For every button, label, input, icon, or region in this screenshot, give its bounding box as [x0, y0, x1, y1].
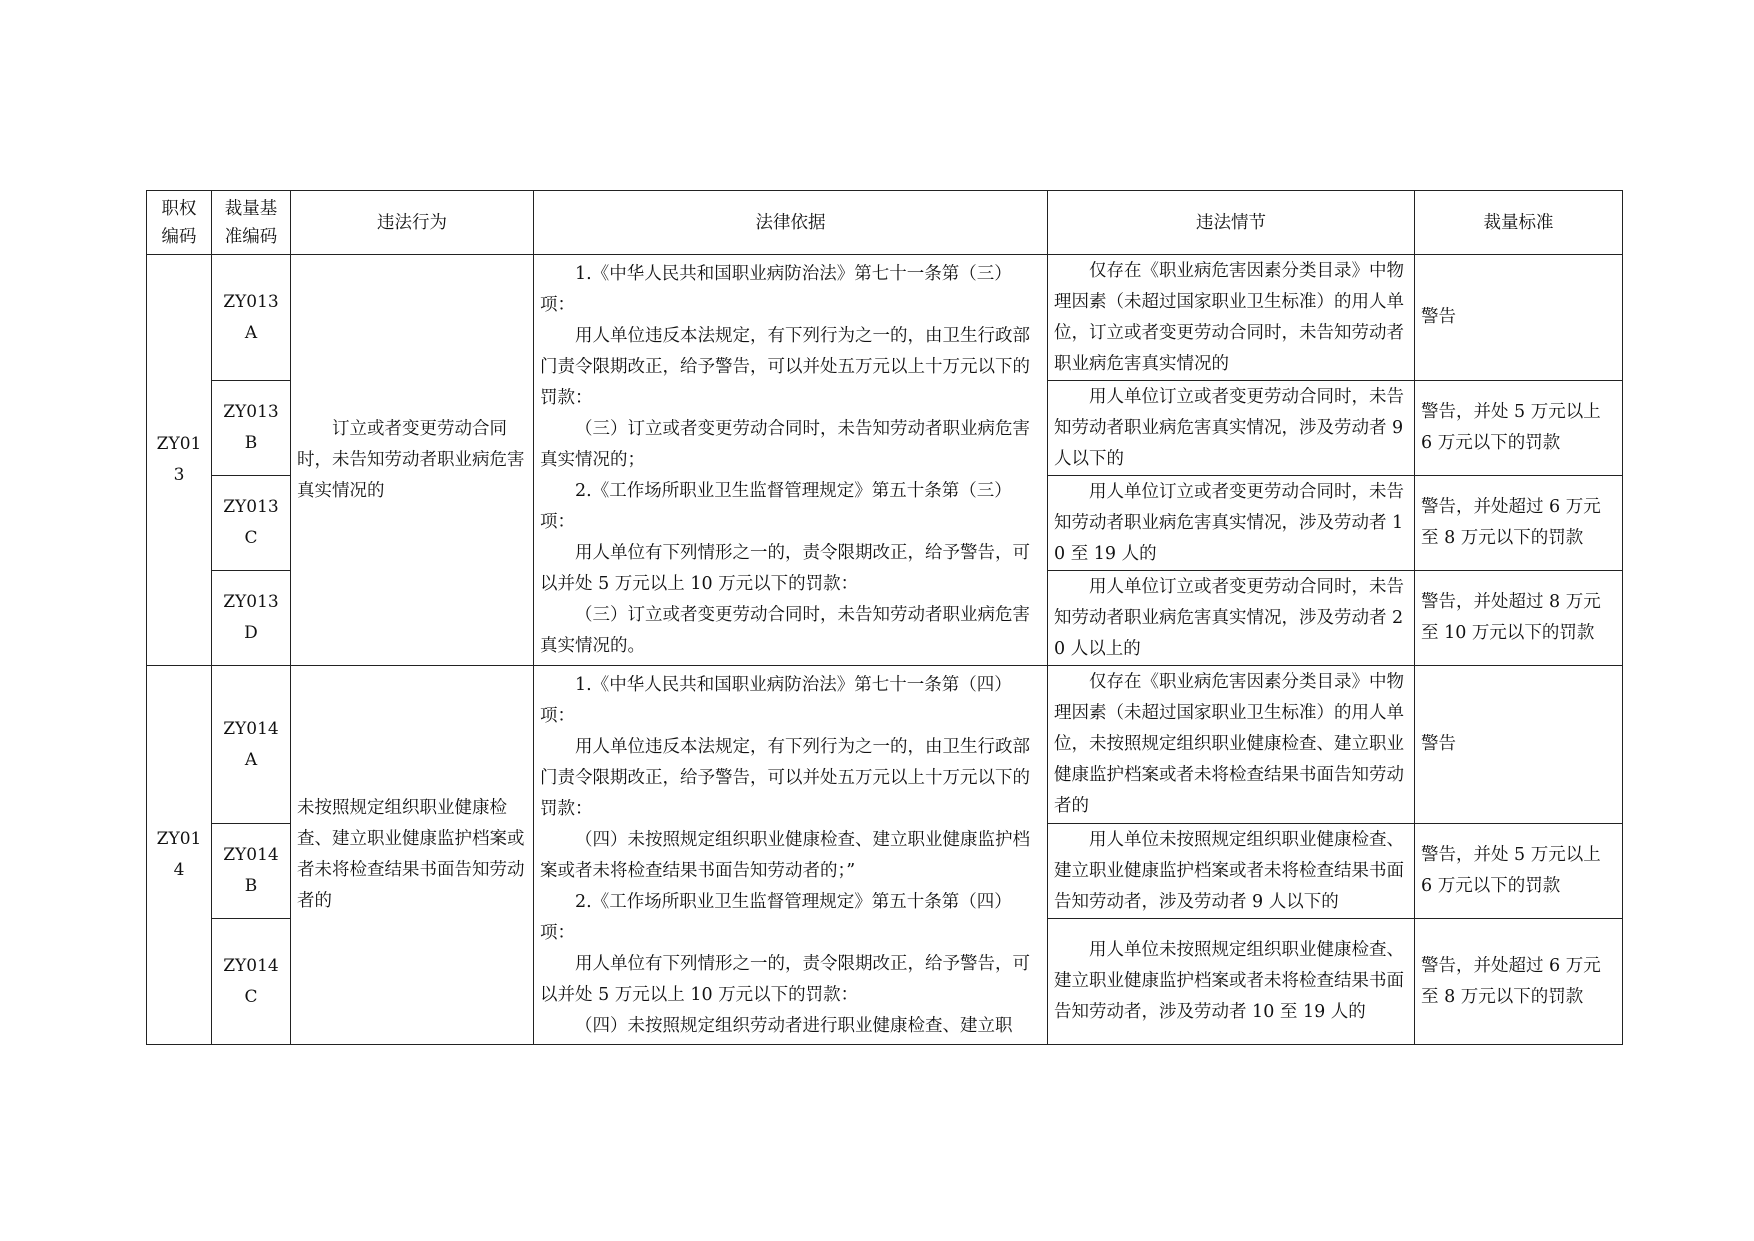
legal-basis-paragraph: 用人单位违反本法规定，有下列行为之一的，由卫生行政部门责令限期改正，给予警告，可以并处五万元以上十万元以下的罚款：	[540, 737, 1030, 819]
table-row	[147, 255, 1623, 381]
legal-basis-paragraph: （四）未按照规定组织职业健康检查、建立职业健康监护档案或者未将检查结果书面告知劳动者的；”	[540, 830, 1030, 881]
benchmark-code-cell: ZY013A	[212, 255, 291, 381]
benchmark-code-cell: ZY013C	[212, 476, 291, 571]
table-row	[147, 666, 1623, 824]
authority-code-cell: ZY014	[147, 666, 212, 1045]
circumstance-cell: 仅存在《职业病危害因素分类目录》中物理因素（未超过国家职业卫生标准）的用人单位，未按照规定组织职业健康检查、建立职业健康监护档案或者未将检查结果书面告知劳动者的	[1048, 666, 1415, 824]
standard-cell: 警告，并处 5 万元以上 6 万元以下的罚款	[1415, 824, 1623, 919]
circumstance-cell: 用人单位订立或者变更劳动合同时，未告知劳动者职业病危害真实情况，涉及劳动者 9 人以下的	[1048, 381, 1415, 476]
legal-basis-paragraph: 2.《工作场所职业卫生监督管理规定》第五十条第（四）项：	[540, 892, 1012, 943]
circumstance-cell: 用人单位订立或者变更劳动合同时，未告知劳动者职业病危害真实情况，涉及劳动者 20 人以上的	[1048, 571, 1415, 666]
legal-basis-paragraph: （三）订立或者变更劳动合同时，未告知劳动者职业病危害真实情况的；	[540, 419, 1030, 470]
header-violation: 违法行为	[291, 191, 534, 255]
authority-code-cell: ZY013	[147, 255, 212, 666]
standard-cell: 警告	[1415, 666, 1623, 824]
standard-cell: 警告，并处超过 8 万元至 10 万元以下的罚款	[1415, 571, 1623, 666]
legal-basis-paragraph: （三）订立或者变更劳动合同时，未告知劳动者职业病危害真实情况的。	[540, 605, 1030, 656]
header-standard: 裁量标准	[1415, 191, 1623, 255]
benchmark-code-cell: ZY013D	[212, 571, 291, 666]
discretion-benchmark-table	[146, 190, 1623, 1045]
legal-basis-cell	[534, 255, 1048, 666]
violation-cell: 订立或者变更劳动合同时，未告知劳动者职业病危害真实情况的	[291, 255, 534, 666]
standard-cell: 警告	[1415, 255, 1623, 381]
legal-basis-paragraph: 2.《工作场所职业卫生监督管理规定》第五十条第（三）项：	[540, 481, 1012, 532]
legal-basis-paragraph: 用人单位违反本法规定，有下列行为之一的，由卫生行政部门责令限期改正，给予警告，可以并处五万元以上十万元以下的罚款：	[540, 326, 1030, 408]
circumstance-cell: 用人单位订立或者变更劳动合同时，未告知劳动者职业病危害真实情况，涉及劳动者 10 至 19 人的	[1048, 476, 1415, 571]
header-row	[147, 191, 1623, 255]
legal-basis-paragraph: 1.《中华人民共和国职业病防治法》第七十一条第（三）项：	[540, 264, 1012, 315]
legal-basis-paragraph: 用人单位有下列情形之一的，责令限期改正，给予警告，可以并处 5 万元以上 10 万元以下的罚款：	[540, 543, 1030, 594]
legal-basis-cell	[534, 666, 1048, 1045]
legal-basis-paragraph: 1.《中华人民共和国职业病防治法》第七十一条第（四）项：	[540, 675, 1012, 726]
header-legal-basis: 法律依据	[534, 191, 1048, 255]
standard-cell: 警告，并处超过 6 万元至 8 万元以下的罚款	[1415, 476, 1623, 571]
benchmark-code-cell: ZY014C	[212, 919, 291, 1045]
circumstance-cell: 仅存在《职业病危害因素分类目录》中物理因素（未超过国家职业卫生标准）的用人单位，订立或者变更劳动合同时，未告知劳动者职业病危害真实情况的	[1048, 255, 1415, 381]
header-benchmark-code: 裁量基准编码	[212, 191, 291, 255]
benchmark-code-cell: ZY014B	[212, 824, 291, 919]
benchmark-code-cell: ZY014A	[212, 666, 291, 824]
standard-cell: 警告，并处 5 万元以上 6 万元以下的罚款	[1415, 381, 1623, 476]
legal-basis-paragraph: （四）未按照规定组织劳动者进行职业健康检查、建立职	[575, 1016, 1013, 1036]
header-circumstances: 违法情节	[1048, 191, 1415, 255]
violation-cell: 未按照规定组织职业健康检查、建立职业健康监护档案或者未将检查结果书面告知劳动者的	[291, 666, 534, 1045]
circumstance-cell: 用人单位未按照规定组织职业健康检查、建立职业健康监护档案或者未将检查结果书面告知劳动者，涉及劳动者 9 人以下的	[1048, 824, 1415, 919]
circumstance-cell: 用人单位未按照规定组织职业健康检查、建立职业健康监护档案或者未将检查结果书面告知劳动者，涉及劳动者 10 至 19 人的	[1048, 919, 1415, 1045]
benchmark-code-cell: ZY013B	[212, 381, 291, 476]
legal-basis-paragraph: 用人单位有下列情形之一的，责令限期改正，给予警告，可以并处 5 万元以上 10 万元以下的罚款：	[540, 954, 1030, 1005]
standard-cell: 警告，并处超过 6 万元至 8 万元以下的罚款	[1415, 919, 1623, 1045]
header-authority-code: 职权编码	[147, 191, 212, 255]
